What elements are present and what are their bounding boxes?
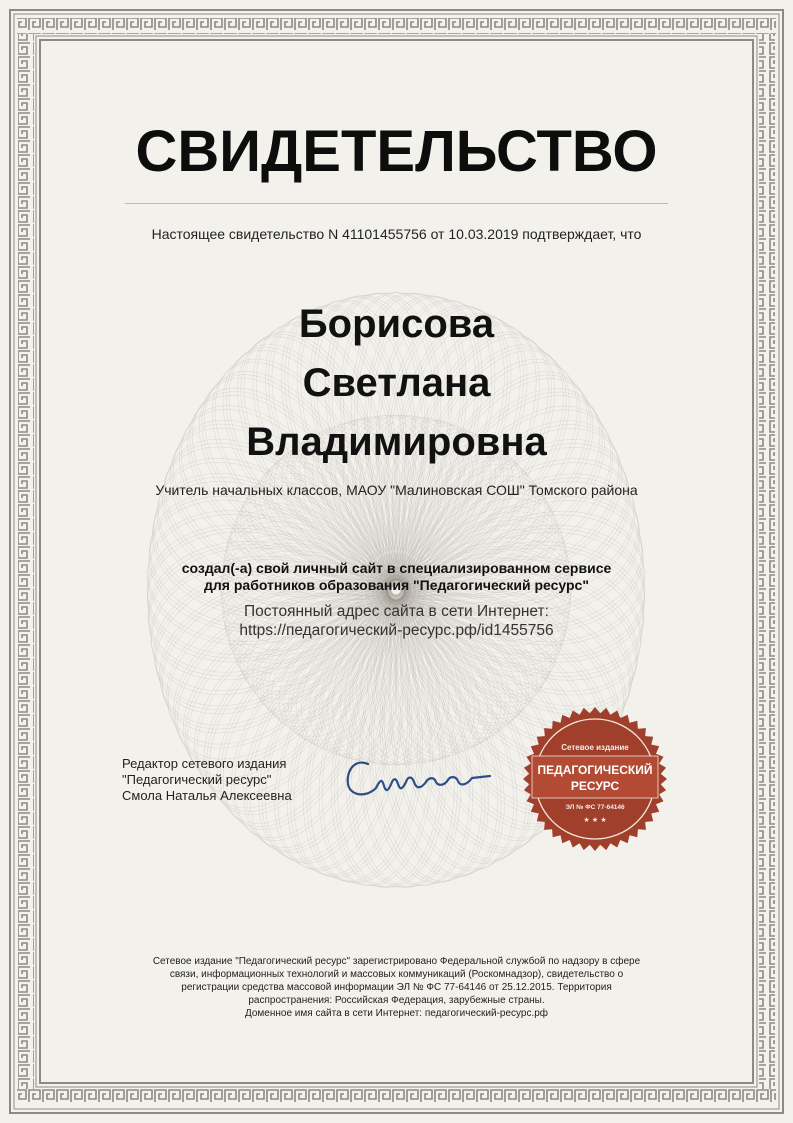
certificate-intro: Настоящее свидетельство N 41101455756 от 10.03.2019 подтверждает, что xyxy=(151,226,642,242)
achievement-line-2: для работников образования "Педагогический ресурс" xyxy=(204,577,589,593)
certificate-title: СВИДЕТЕЛЬСТВО xyxy=(135,119,658,184)
stamp-title-line-1: ПЕДАГОГИЧЕСКИЙ xyxy=(537,763,653,777)
recipient-name xyxy=(0,295,793,472)
stamp-registration: ЭЛ № ФС 77-64146 xyxy=(565,804,625,811)
editor-title: Редактор сетевого издания xyxy=(122,756,287,771)
footer-line-2: связи, информационных технологий и массовых коммуникаций (Роскомнадзор), свидетельство о xyxy=(169,969,624,980)
recipient-patronymic: Владимировна xyxy=(246,420,547,464)
stamp-stars: ★ ★ ★ xyxy=(583,816,607,824)
footer-legal-text xyxy=(110,955,683,1020)
achievement-line-1: создал(-а) свой личный сайт в специализированном сервисе xyxy=(181,560,612,576)
recipient-surname: Борисова xyxy=(298,302,495,346)
site-address-label: Постоянный адрес сайта в сети Интернет: xyxy=(244,603,549,620)
editor-block xyxy=(122,756,292,804)
site-address xyxy=(0,602,793,640)
publication-stamp xyxy=(520,704,670,854)
footer-line-5: Доменное имя сайта в сети Интернет: педагогический-ресурс.рф xyxy=(244,1008,549,1019)
stamp-title-line-2: РЕСУРС xyxy=(570,779,620,793)
footer-line-3: регистрации средства массовой информации ЭЛ № ФС 77-64146 от 25.12.2015. Территория xyxy=(181,982,612,993)
stamp-top-text: Сетевое издание xyxy=(561,743,629,752)
editor-publication: "Педагогический ресурс" xyxy=(122,772,272,787)
editor-name: Смола Наталья Алексеевна xyxy=(122,788,292,803)
recipient-position: Учитель начальных классов, МАОУ "Малиновская СОШ" Томского района xyxy=(155,482,638,498)
title-divider xyxy=(125,203,668,204)
editor-signature xyxy=(340,748,500,808)
footer-line-4: распространения: Российская Федерация, зарубежные страны. xyxy=(248,995,545,1006)
site-address-url[interactable]: https://педагогический-ресурс.рф/id1455756 xyxy=(239,622,554,639)
achievement-text xyxy=(0,560,793,594)
recipient-first-name: Светлана xyxy=(302,361,491,405)
footer-line-1: Сетевое издание "Педагогический ресурс" зарегистрировано Федеральной службой по надзору в сфере xyxy=(152,956,641,967)
